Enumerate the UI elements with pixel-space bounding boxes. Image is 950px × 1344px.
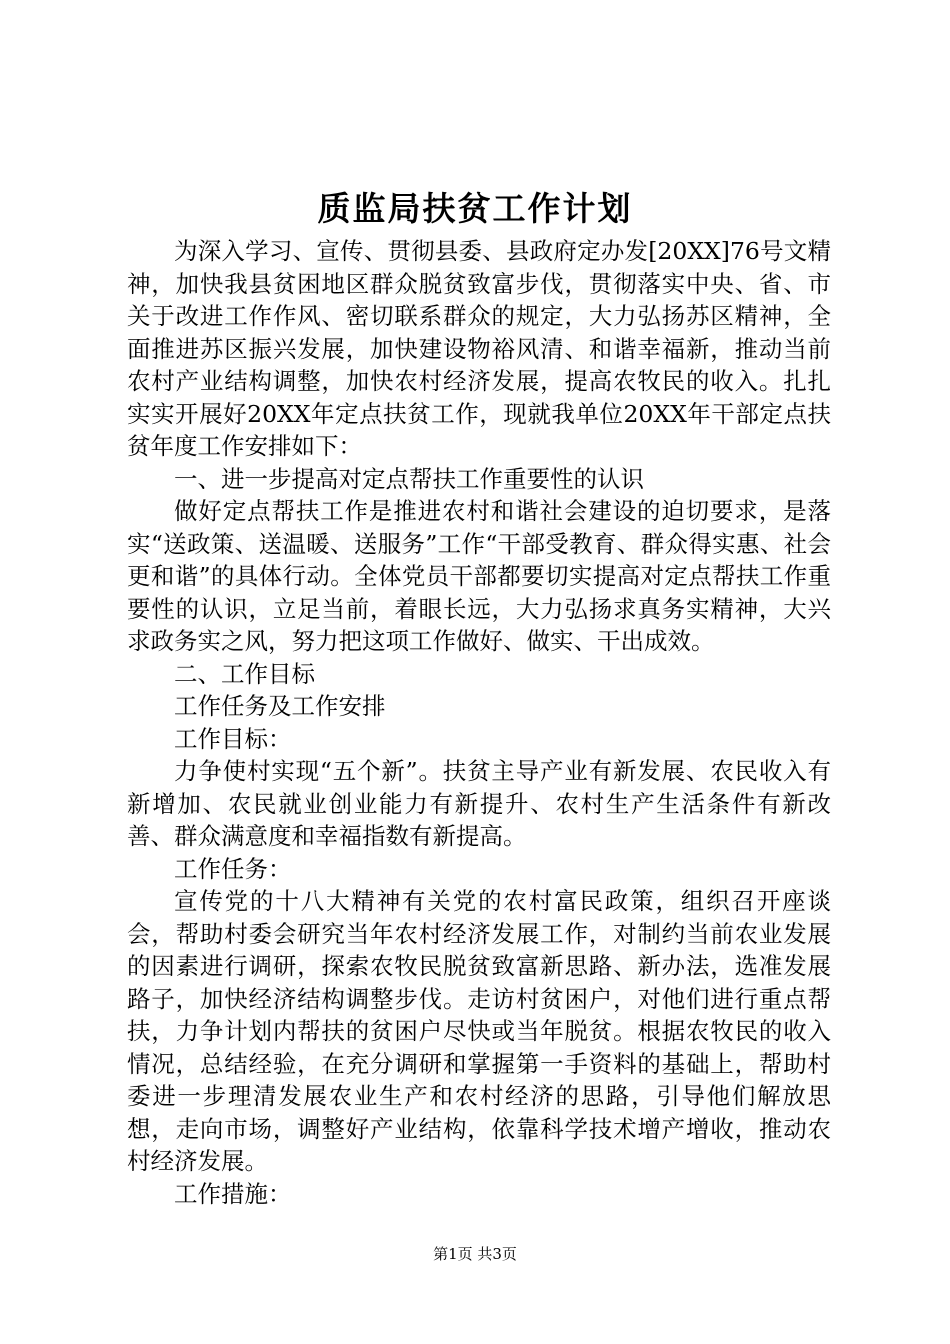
- paragraph-intro: 为深入学习、宣传、贯彻县委、县政府定办发[20XX]76号文精神，加快我县贫困地区群众脱贫致富步伐，贯彻落实中央、省、市关于改进工作作风、密切联系群众的规定，大力弘扬苏区精神，全面推进苏区振兴发展，加快建设物裕风清、和谐幸福新，推动当前农村产业结构调整，加快农村经济发展，提高农牧民的收入。扎扎实实开展好20XX年定点扶贫工作，现就我单位20XX年干部定点扶贫年度工作安排如下：: [127, 237, 831, 460]
- subheading-goals: 工作目标：: [174, 724, 292, 753]
- document-title: 质监局扶贫工作计划: [317, 189, 633, 228]
- paragraph-importance: 做好定点帮扶工作是推进农村和谐社会建设的迫切要求，是落实“送政策、送温暖、送服务”工作“干部受教育、群众得实惠、社会更和谐”的具体行动。全体党员干部都要切实提高对定点帮扶工作重要性的认识，立足当前，着眼长远，大力弘扬求真务实精神，大兴求政务实之风，努力把这项工作做好、做实、干出成效。: [127, 497, 831, 655]
- paragraph-tasks: 宣传党的十八大精神有关党的农村富民政策，组织召开座谈会，帮助村委会研究当年农村经济发展工作，对制约当前农业发展的因素进行调研，探索农牧民脱贫致富新思路、新办法，选准发展路子，加快经济结构调整步伐。走访村贫困户，对他们进行重点帮扶，力争计划内帮扶的贫困户尽快或当年脱贫。根据农牧民的收入情况，总结经验，在充分调研和掌握第一手资料的基础上，帮助村委进一步理清发展农业生产和农村经济的思路，引导他们解放思想，走向市场，调整好产业结构，依靠科学技术增产增收，推动农村经济发展。: [127, 887, 831, 1175]
- paragraph-goals: 力争使村实现“五个新”。扶贫主导产业有新发展、农民收入有新增加、农民就业创业能力有新提升、农村生产生活条件有新改善、群众满意度和幸福指数有新提高。: [127, 757, 831, 850]
- section-heading-2: 二、工作目标: [174, 659, 315, 688]
- section-heading-1: 一、进一步提高对定点帮扶工作重要性的认识: [174, 464, 644, 493]
- page-number-footer: 第1页 共3页: [433, 1245, 517, 1263]
- subheading-measures: 工作措施：: [174, 1179, 292, 1208]
- subheading-tasks-arrangement: 工作任务及工作安排: [174, 692, 386, 720]
- subheading-tasks: 工作任务：: [174, 854, 292, 883]
- document-body: [127, 235, 831, 1210]
